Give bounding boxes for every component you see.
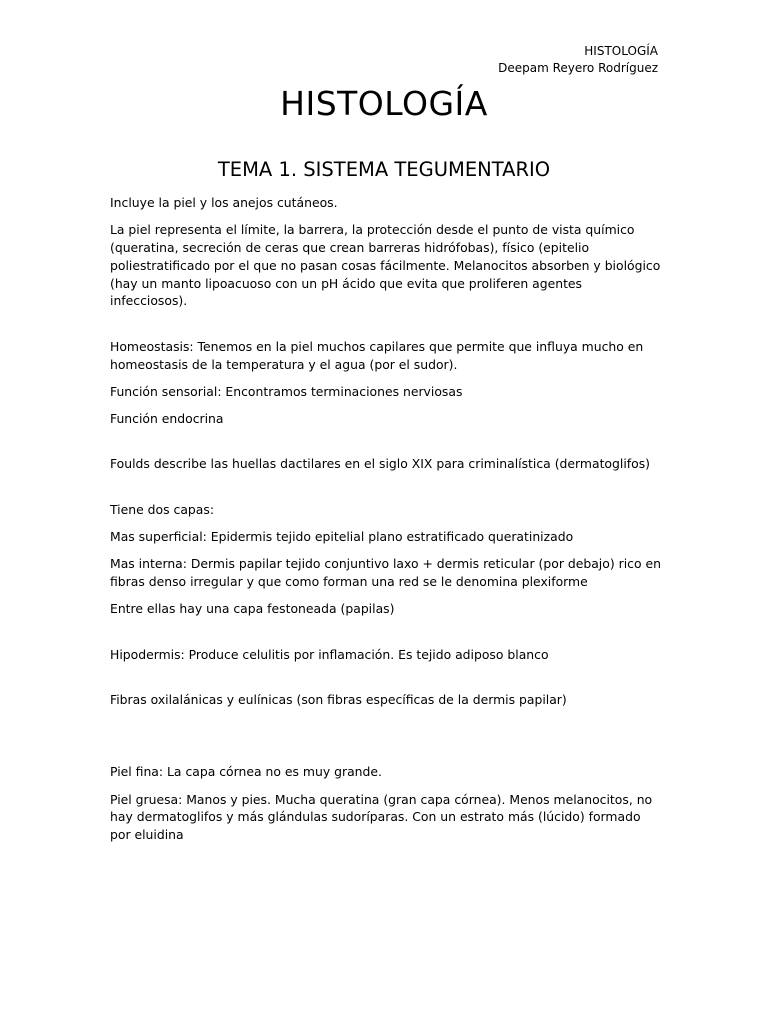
spacer <box>110 320 662 338</box>
spacer <box>110 718 662 763</box>
paragraph: Fibras oxilalánicas y eulínicas (son fibras específicas de la dermis papilar) <box>110 692 567 708</box>
paragraph: Entre ellas hay una capa festoneada (papilas) <box>110 601 395 617</box>
document-body <box>110 194 662 854</box>
header-subject: HISTOLOGÍA <box>584 44 658 58</box>
document-title: HISTOLOGÍA <box>280 84 488 123</box>
running-header <box>498 43 658 77</box>
paragraph: Hipodermis: Produce celulitis por inflamación. Es tejido adiposo blanco <box>110 646 549 662</box>
spacer <box>110 628 662 646</box>
section-title: TEMA 1. SISTEMA TEGUMENTARIO <box>217 158 551 181</box>
paragraph: Incluye la piel y los anejos cutáneos. <box>110 195 338 210</box>
spacer <box>110 437 662 455</box>
paragraph: Función sensorial: Encontramos terminaciones nerviosas <box>110 383 463 399</box>
header-author: Deepam Reyero Rodríguez <box>498 61 658 75</box>
paragraph: Homeostasis: Tenemos en la piel muchos capilares que permite que influya mucho en homeostasis de la temperatura y el agua (por el sudor). <box>110 338 644 372</box>
paragraph: Piel fina: La capa córnea no es muy grande. <box>110 764 382 780</box>
paragraph: Función endocrina <box>110 411 224 427</box>
spacer <box>110 483 662 501</box>
spacer <box>110 673 662 691</box>
paragraph: Tiene dos capas: <box>110 501 215 517</box>
paragraph: Mas superficial: Epidermis tejido epitelial plano estratificado queratinizado <box>110 529 574 545</box>
paragraph: Foulds describe las huellas dactilares en el siglo XIX para criminalística (dermatoglifos) <box>110 456 650 472</box>
paragraph: La piel representa el límite, la barrera, la protección desde el punto de vista químico (queratina, secreción de ceras que crean barreras hidrófobas), físico (epitelio poliestratificado por el que no pasan cosas fácilmente. Melanocitos absorben y biológico (hay un manto lipoacuoso con un pH ácido que evita que proliferen agentes infecciosos). <box>110 222 661 309</box>
paragraph: Piel gruesa: Manos y pies. Mucha queratina (gran capa córnea). Menos melanocitos, no hay dermatoglifos y más glándulas sudoríparas. Con un estrato más (lúcido) formado por eluidina <box>110 791 653 843</box>
paragraph: Mas interna: Dermis papilar tejido conjuntivo laxo + dermis reticular (por debajo) rico en fibras denso irregular y que como forman una red se le denomina plexiforme <box>110 556 661 590</box>
